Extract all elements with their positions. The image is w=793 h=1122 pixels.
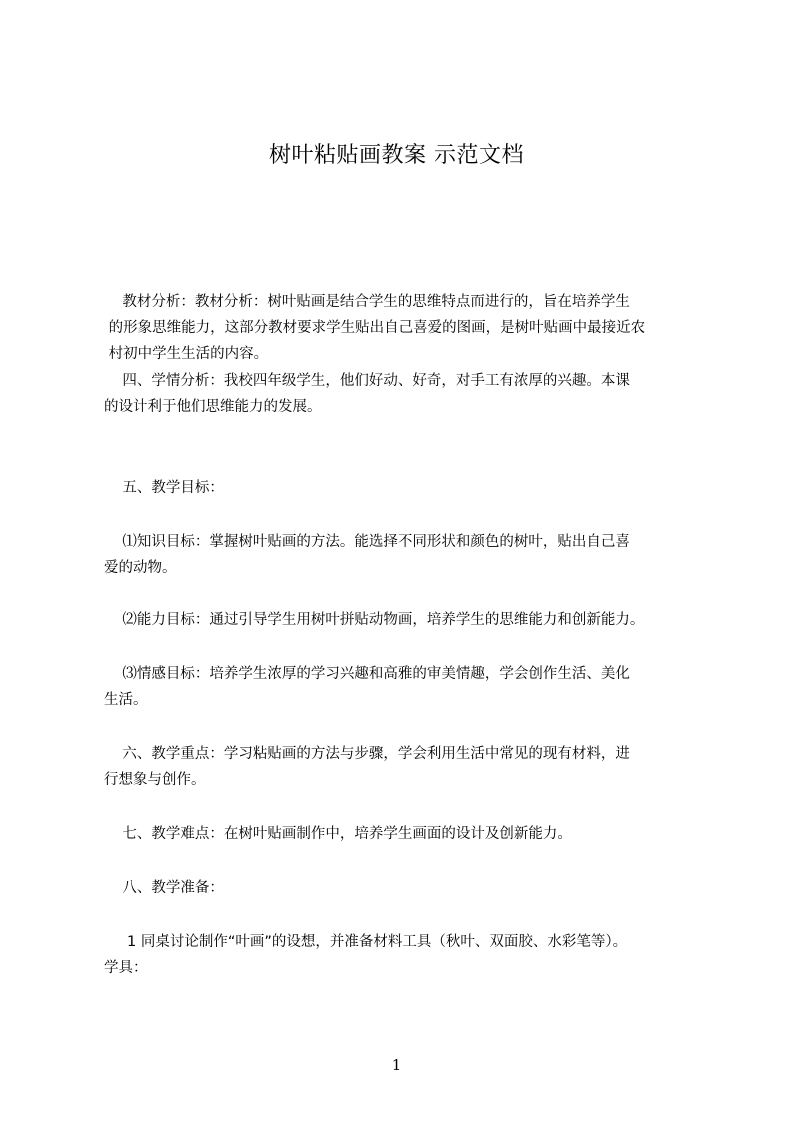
paragraph-materials-analysis [104,289,716,367]
text-line: ⑶情感目标：培养学生浓厚的学习兴趣和高雅的审美情趣，学会创作生活、美化 [104,666,630,682]
text-line: 1 同桌讨论制作“叶画”的设想，并准备材料工具（秋叶、双面胶、水彩笔等）。 [104,934,628,950]
paragraph-key-points [104,741,716,793]
document-title: 树叶粘贴画教案 示范文档 [269,143,524,168]
text-line: 七、教学难点：在树叶贴画制作中，培养学生画面的设计及创新能力。 [104,826,572,842]
text-line: 的设计利于他们思维能力的发展。 [104,399,322,415]
section-heading: 五、教学目标： [104,480,224,496]
text-line: 六、教学重点：学习粘贴画的方法与步骤，学会利用生活中常见的现有材料，进 [104,746,630,762]
paragraph-emotion-goal [104,661,716,713]
text-line: 四、学情分析：我校四年级学生，他们好动、好奇，对手工有浓厚的兴趣。本课 [104,373,630,389]
paragraph-ability-goal [104,607,716,633]
paragraph-student-analysis [104,368,716,420]
text-line: 行想象与创作。 [104,772,206,788]
paragraph-knowledge-goal [104,529,716,581]
text-line: ⑵能力目标：通过引导学生用树叶拼贴动物画，培养学生的思维能力和创新能力。 [104,612,645,628]
text-line: 的形象思维能力，这部分教材要求学生贴出自己喜爱的图画，是树叶贴画中最接近农 [104,320,646,336]
text-line: ⑴知识目标：掌握树叶贴画的方法。能选择不同形状和颜色的树叶，贴出自己喜 [104,534,630,550]
paragraph-preparation-item-1 [104,929,716,981]
page-number: 1 [391,1056,402,1074]
text-line: 爱的动物。 [104,560,177,576]
text-line: 生活。 [104,692,148,708]
text-line: 教材分析：教材分析：树叶贴画是结合学生的思维特点而进行的，旨在培养学生 [104,294,630,310]
text-line: 学具： [104,960,148,976]
section-heading: 八、教学准备： [104,880,224,896]
text-line: 村初中学生生活的内容。 [104,346,269,362]
paragraph-difficulties [104,821,716,847]
paragraph-teaching-goals-heading [104,475,716,501]
paragraph-preparation-heading [104,875,716,901]
